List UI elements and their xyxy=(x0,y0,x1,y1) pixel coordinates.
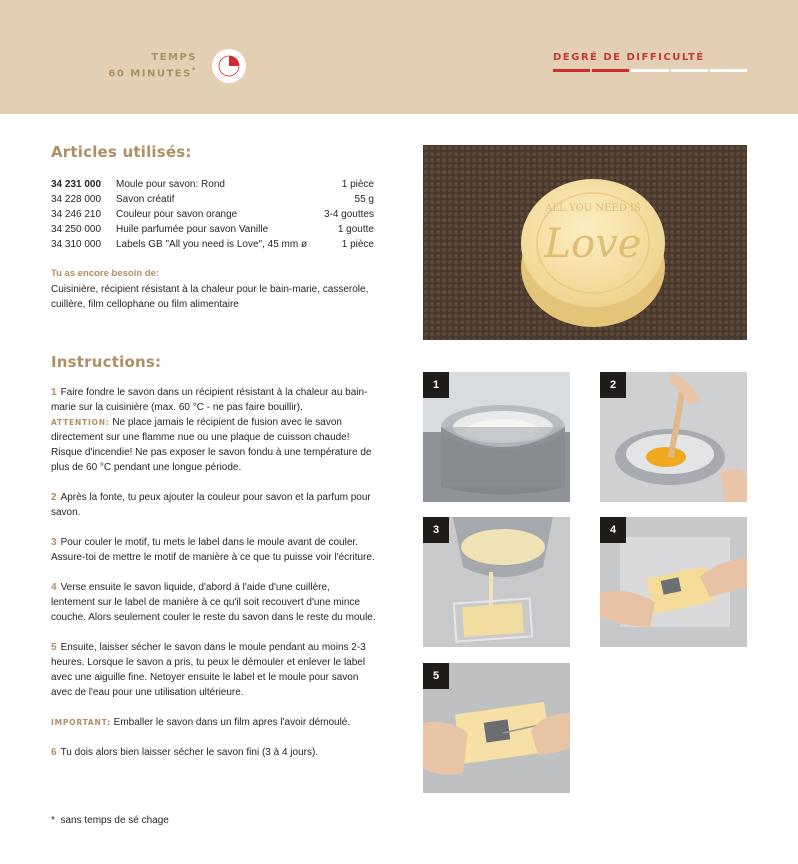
step-4 xyxy=(51,580,376,625)
difficulty-bar xyxy=(553,69,590,72)
step-text: Ensuite, laisser sécher le savon dans le moule pendant au moins 2-3 heures. Lorsque le savon a pris, tu peux le démouler et enlever le label avec une aiguille fine. Netoyer ensuite le label et le moule pour savon avec de l'eau pour une utilisation ultérieure. xyxy=(51,642,366,698)
footnote xyxy=(51,815,169,826)
article-row xyxy=(51,222,374,237)
step-text: Pour couler le motif, tu mets le label dans le moule avant de couler. Assure-toi de mettre le motif de manière à ce que tu puisse voir l'écriture. xyxy=(51,537,375,563)
step-2 xyxy=(51,490,376,520)
step-photo-5 xyxy=(423,663,570,793)
difficulty-bar xyxy=(592,69,629,72)
difficulty-bar xyxy=(631,69,668,72)
step-badge-5: 5 xyxy=(423,663,449,689)
article-ref: 34 228 000 xyxy=(51,194,102,205)
article-row xyxy=(51,177,374,192)
step-text: Tu dois alors bien laisser sécher le savon fini (3 à 4 jours). xyxy=(60,747,319,758)
step-text: Verse ensuite le savon liquide, d'abord à l'aide d'une cuillère, lentement sur le label de manière à ce qu'il soit recouvert d'une mince couche. Alors seulement couler le reste du savon dans le reste du moule. xyxy=(51,582,376,623)
hero-soap-photo xyxy=(423,145,747,340)
time-block xyxy=(108,51,197,80)
step-text: Faire fondre le savon dans un récipient résistant à la chaleur au bain-marie sur la cuisinière (max. 60 °C - ne pas faire bouillir). xyxy=(51,387,368,413)
difficulty-meter xyxy=(553,52,747,72)
step-badge-3: 3 xyxy=(423,517,449,543)
article-ref: 34 250 000 xyxy=(51,224,102,235)
soap-on-towel-image xyxy=(423,145,747,340)
article-qty: 1 pièce xyxy=(341,239,374,250)
article-row xyxy=(51,192,374,207)
step-badge-1: 1 xyxy=(423,372,449,398)
time-value: 60 MINUTES* xyxy=(108,66,197,80)
step-photo-3 xyxy=(423,517,570,647)
article-qty: 1 goutte xyxy=(337,224,374,235)
article-ref: 34 231 000 xyxy=(51,179,102,190)
step-photo-1 xyxy=(423,372,570,502)
article-name: Savon créatif xyxy=(116,194,175,205)
instructions-title: Instructions: xyxy=(51,353,162,371)
important-note xyxy=(51,715,376,730)
difficulty-bar xyxy=(671,69,708,72)
articles-list xyxy=(51,177,374,252)
article-qty: 3-4 gouttes xyxy=(323,209,374,220)
difficulty-bars xyxy=(553,69,747,72)
footnote-marker: * xyxy=(51,815,55,826)
difficulty-bar xyxy=(710,69,747,72)
articles-title: Articles utilisés: xyxy=(51,143,192,161)
article-name: Labels GB "All you need is Love", 45 mm ø xyxy=(116,239,308,250)
article-qty: 1 pièce xyxy=(341,179,374,190)
step-number: 5 xyxy=(51,642,57,653)
step-photo-2 xyxy=(600,372,747,502)
article-name: Moule pour savon: Rond xyxy=(116,179,225,190)
time-label: TEMPS xyxy=(151,52,197,63)
step-text: Après la fonte, tu peux ajouter la couleur pour savon et la parfum pour savon. xyxy=(51,492,371,518)
instruction-steps xyxy=(51,385,376,775)
important-text: Emballer le savon dans un film apres l'avoir démoulé. xyxy=(113,717,351,728)
step-number: 6 xyxy=(51,747,57,758)
difficulty-title: DEGRÉ DE DIFFICULTÉ xyxy=(553,52,705,63)
important-label: IMPORTANT: xyxy=(51,718,111,727)
step-number: 4 xyxy=(51,582,57,593)
step-number: 1 xyxy=(51,387,57,398)
step-number: 2 xyxy=(51,492,57,503)
article-row xyxy=(51,237,374,252)
soap-arc-text: ALL YOU NEED IS xyxy=(545,203,641,214)
soap-love-text: Love xyxy=(544,221,642,267)
step-badge-2: 2 xyxy=(600,372,626,398)
article-row xyxy=(51,207,374,222)
step-photo-4 xyxy=(600,517,747,647)
footnote-text: sans temps de sé chage xyxy=(60,815,169,826)
article-name: Couleur pour savon orange xyxy=(116,209,238,220)
article-qty: 55 g xyxy=(354,194,374,205)
needs-title: Tu as encore besoin de: xyxy=(51,268,160,279)
step-3 xyxy=(51,535,376,565)
article-name: Huile parfumée pour savon Vanille xyxy=(116,224,269,235)
step-number: 3 xyxy=(51,537,57,548)
step-badge-4: 4 xyxy=(600,517,626,543)
article-ref: 34 246 210 xyxy=(51,209,102,220)
needs-text: Cuisinière, récipient résistant à la chaleur pour le bain-marie, casserole, cuillère, film cellophane ou film alimentaire xyxy=(51,284,369,310)
timer-icon xyxy=(212,49,246,83)
step-5 xyxy=(51,640,376,700)
time-marker: * xyxy=(191,66,197,74)
warning-label: ATTENTION: xyxy=(51,418,110,427)
article-ref: 34 310 000 xyxy=(51,239,102,250)
step-1 xyxy=(51,385,376,475)
warning-text: Ne place jamais le récipient de fusion avec le savon directement sur une flamme nue ou une plaque de cuisson chaude! Risque d'incendie! Ne pas exposer le savon fondu à une température de plus de 60 °C pendant une longue période. xyxy=(51,417,372,473)
step-6 xyxy=(51,745,376,760)
